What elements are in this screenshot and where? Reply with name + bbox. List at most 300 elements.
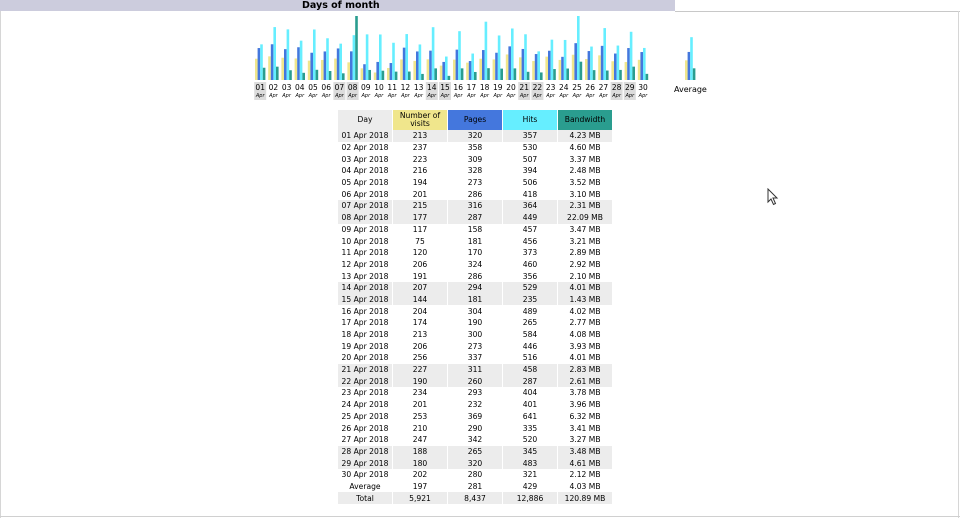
cell-visits: 120 bbox=[393, 247, 448, 259]
bar-pages bbox=[284, 49, 287, 80]
cell-bandwidth: 4.01 MB bbox=[558, 352, 613, 364]
total-cell-pages: 8,437 bbox=[448, 492, 503, 504]
average-label: Average bbox=[674, 85, 707, 94]
cell-bandwidth: 6.32 MB bbox=[558, 411, 613, 423]
cell-bandwidth: 3.52 MB bbox=[558, 177, 613, 189]
cell-bandwidth: 4.01 MB bbox=[558, 282, 613, 294]
bar-visits bbox=[532, 61, 535, 80]
cell-bandwidth: 2.10 MB bbox=[558, 270, 613, 282]
cell-visits: 144 bbox=[393, 294, 448, 306]
day-tick-label: 08 bbox=[347, 83, 358, 92]
bar-average-hits bbox=[690, 37, 693, 80]
cell-hits: 529 bbox=[503, 282, 558, 294]
cell-pages: 320 bbox=[448, 457, 503, 469]
cell-hits: 373 bbox=[503, 247, 558, 259]
cell-pages: 286 bbox=[448, 270, 503, 282]
cell-pages: 181 bbox=[448, 235, 503, 247]
cell-hits: 356 bbox=[503, 270, 558, 282]
cell-pages: 294 bbox=[448, 282, 503, 294]
day-tick-label: 24 bbox=[559, 83, 569, 92]
cell-visits: 247 bbox=[393, 434, 448, 446]
day-tick-label: 20 bbox=[506, 83, 516, 92]
cell-day: 10 Apr 2018 bbox=[338, 235, 393, 247]
bar-pages bbox=[324, 51, 327, 80]
cell-hits: 345 bbox=[503, 446, 558, 458]
bar-pages bbox=[258, 48, 261, 80]
bar-visits bbox=[479, 59, 482, 80]
bar-hits bbox=[524, 34, 527, 80]
table-row bbox=[338, 247, 613, 259]
bar-hits bbox=[366, 34, 369, 80]
cell-day: 28 Apr 2018 bbox=[338, 446, 393, 458]
cell-pages: 342 bbox=[448, 434, 503, 446]
bar-hits bbox=[260, 44, 263, 80]
bar-bandwidth bbox=[514, 68, 517, 80]
header-day: Day bbox=[338, 110, 393, 130]
cell-bandwidth: 4.02 MB bbox=[558, 305, 613, 317]
bar-visits bbox=[361, 68, 364, 80]
cell-visits: 180 bbox=[393, 457, 448, 469]
cell-day: 08 Apr 2018 bbox=[338, 212, 393, 224]
cell-bandwidth: 4.23 MB bbox=[558, 130, 613, 142]
cell-visits: 223 bbox=[393, 153, 448, 165]
cell-bandwidth: 3.27 MB bbox=[558, 434, 613, 446]
bar-pages bbox=[429, 51, 432, 80]
cell-hits: 404 bbox=[503, 387, 558, 399]
cell-hits: 446 bbox=[503, 340, 558, 352]
cell-hits: 483 bbox=[503, 457, 558, 469]
day-tick-label: 11 bbox=[387, 83, 397, 92]
month-tick-label: Apr bbox=[427, 93, 437, 99]
cell-hits: 401 bbox=[503, 399, 558, 411]
cell-hits: 394 bbox=[503, 165, 558, 177]
bar-hits bbox=[273, 27, 276, 80]
bar-visits bbox=[321, 60, 324, 80]
month-tick-label: Apr bbox=[599, 93, 608, 99]
cell-visits: 75 bbox=[393, 235, 448, 247]
bar-hits bbox=[485, 22, 488, 80]
bar-pages bbox=[508, 46, 511, 80]
bar-pages bbox=[522, 49, 525, 80]
bar-bandwidth bbox=[540, 72, 543, 80]
month-tick-label: Apr bbox=[414, 93, 423, 99]
bar-pages bbox=[495, 53, 498, 80]
cell-visits: 177 bbox=[393, 212, 448, 224]
day-tick-label: 25 bbox=[572, 83, 582, 92]
cell-hits: 335 bbox=[503, 422, 558, 434]
bar-pages bbox=[574, 43, 577, 80]
bar-pages bbox=[482, 50, 485, 80]
table-row bbox=[338, 212, 613, 224]
table-row bbox=[338, 259, 613, 271]
bar-visits bbox=[387, 68, 390, 80]
table-row bbox=[338, 340, 613, 352]
days-of-month-chart bbox=[250, 12, 720, 102]
cell-bandwidth: 3.47 MB bbox=[558, 224, 613, 236]
total-cell-hits: 12,886 bbox=[503, 492, 558, 504]
cell-bandwidth: 4.08 MB bbox=[558, 329, 613, 341]
header-visits bbox=[393, 110, 448, 130]
bar-bandwidth bbox=[566, 69, 569, 80]
bar-pages bbox=[442, 62, 445, 80]
bar-pages bbox=[640, 52, 643, 80]
cell-visits: 216 bbox=[393, 165, 448, 177]
bar-visits bbox=[374, 73, 377, 80]
cell-bandwidth: 3.96 MB bbox=[558, 399, 613, 411]
bar-bandwidth bbox=[382, 71, 385, 80]
bar-visits bbox=[268, 56, 271, 80]
cell-visits: 207 bbox=[393, 282, 448, 294]
total-cell-day: Total bbox=[338, 492, 393, 504]
cell-visits: 210 bbox=[393, 422, 448, 434]
bar-pages bbox=[601, 46, 604, 80]
bar-average-visits bbox=[685, 60, 688, 80]
section-title: Days of month bbox=[302, 0, 380, 11]
bar-bandwidth bbox=[606, 71, 609, 80]
bar-pages bbox=[588, 51, 591, 80]
day-tick-label: 15 bbox=[440, 83, 450, 92]
bar-visits bbox=[400, 59, 403, 80]
table-row bbox=[338, 434, 613, 446]
day-tick-label: 06 bbox=[321, 83, 331, 92]
bar-bandwidth bbox=[316, 70, 319, 80]
cell-bandwidth: 4.61 MB bbox=[558, 457, 613, 469]
bar-visits bbox=[506, 54, 509, 80]
day-tick-label: 05 bbox=[308, 83, 318, 92]
month-tick-label: Apr bbox=[453, 93, 463, 99]
bar-visits bbox=[440, 66, 443, 80]
average-cell-pages: 281 bbox=[448, 481, 503, 493]
cell-visits: 188 bbox=[393, 446, 448, 458]
cell-day: 13 Apr 2018 bbox=[338, 270, 393, 282]
month-tick-label: Apr bbox=[440, 93, 450, 99]
cell-bandwidth: 2.89 MB bbox=[558, 247, 613, 259]
bar-bandwidth bbox=[434, 68, 437, 80]
cell-day: 14 Apr 2018 bbox=[338, 282, 393, 294]
table-row bbox=[338, 294, 613, 306]
cell-day: 03 Apr 2018 bbox=[338, 153, 393, 165]
mouse-cursor-icon bbox=[767, 188, 779, 206]
day-tick-label: 28 bbox=[611, 83, 622, 92]
bar-hits bbox=[537, 51, 540, 80]
cell-day: 27 Apr 2018 bbox=[338, 434, 393, 446]
cell-pages: 320 bbox=[448, 130, 503, 142]
bar-pages bbox=[627, 48, 630, 80]
table-row bbox=[338, 235, 613, 247]
bar-visits bbox=[334, 59, 337, 80]
cell-bandwidth: 2.61 MB bbox=[558, 375, 613, 387]
bar-hits bbox=[498, 35, 501, 80]
month-tick-label: Apr bbox=[480, 93, 489, 99]
cell-hits: 357 bbox=[503, 130, 558, 142]
cell-visits: 117 bbox=[393, 224, 448, 236]
day-tick-label: 13 bbox=[413, 83, 424, 92]
cell-pages: 304 bbox=[448, 305, 503, 317]
table-row bbox=[338, 411, 613, 423]
bar-visits bbox=[559, 60, 562, 80]
cell-bandwidth: 2.83 MB bbox=[558, 364, 613, 376]
bar-hits bbox=[432, 27, 435, 80]
bar-pages bbox=[548, 51, 551, 80]
cell-day: 21 Apr 2018 bbox=[338, 364, 393, 376]
cell-hits: 489 bbox=[503, 305, 558, 317]
cell-bandwidth: 3.37 MB bbox=[558, 153, 613, 165]
table-row bbox=[338, 142, 613, 154]
month-tick-label: Apr bbox=[467, 93, 476, 99]
bar-pages bbox=[614, 54, 617, 80]
bar-hits bbox=[405, 34, 408, 80]
cell-bandwidth: 22.09 MB bbox=[558, 212, 613, 224]
header-hits: Hits bbox=[503, 110, 558, 130]
cell-pages: 311 bbox=[448, 364, 503, 376]
cell-visits: 234 bbox=[393, 387, 448, 399]
cell-visits: 227 bbox=[393, 364, 448, 376]
cell-hits: 507 bbox=[503, 153, 558, 165]
cell-hits: 265 bbox=[503, 317, 558, 329]
cell-pages: 190 bbox=[448, 317, 503, 329]
bar-visits bbox=[598, 55, 601, 80]
month-tick-label: Apr bbox=[335, 93, 344, 99]
bar-hits bbox=[471, 54, 474, 80]
cell-bandwidth: 2.77 MB bbox=[558, 317, 613, 329]
cell-pages: 280 bbox=[448, 469, 503, 481]
bar-pages bbox=[337, 48, 340, 80]
cell-bandwidth: 2.31 MB bbox=[558, 200, 613, 212]
bar-pages bbox=[469, 61, 472, 80]
cell-pages: 316 bbox=[448, 200, 503, 212]
bar-pages bbox=[376, 62, 379, 80]
bar-hits bbox=[511, 28, 514, 80]
month-tick-label: Apr bbox=[519, 93, 529, 99]
bar-bandwidth bbox=[527, 72, 530, 80]
table-row bbox=[338, 352, 613, 364]
month-tick-label: Apr bbox=[255, 93, 265, 99]
cell-bandwidth: 3.48 MB bbox=[558, 446, 613, 458]
cell-day: 17 Apr 2018 bbox=[338, 317, 393, 329]
cell-day: 18 Apr 2018 bbox=[338, 329, 393, 341]
cell-day: 06 Apr 2018 bbox=[338, 188, 393, 200]
day-tick-label: 21 bbox=[519, 83, 529, 92]
cell-pages: 260 bbox=[448, 375, 503, 387]
bar-hits bbox=[630, 32, 633, 80]
cell-visits: 206 bbox=[393, 340, 448, 352]
month-tick-label: Apr bbox=[625, 93, 635, 99]
cell-visits: 256 bbox=[393, 352, 448, 364]
cell-day: 30 Apr 2018 bbox=[338, 469, 393, 481]
table-row bbox=[338, 282, 613, 294]
table-row bbox=[338, 457, 613, 469]
month-tick-label: Apr bbox=[374, 93, 384, 99]
table-row bbox=[338, 399, 613, 411]
bar-pages bbox=[561, 57, 564, 80]
bar-bandwidth bbox=[619, 70, 622, 80]
bar-pages bbox=[310, 53, 313, 80]
cell-pages: 265 bbox=[448, 446, 503, 458]
cell-hits: 520 bbox=[503, 434, 558, 446]
bar-pages bbox=[363, 64, 366, 80]
bar-visits bbox=[453, 60, 456, 80]
day-tick-label: 18 bbox=[479, 83, 490, 92]
cell-hits: 584 bbox=[503, 329, 558, 341]
bar-bandwidth bbox=[632, 67, 635, 80]
cell-pages: 290 bbox=[448, 422, 503, 434]
cell-day: 12 Apr 2018 bbox=[338, 259, 393, 271]
month-tick-label: Apr bbox=[308, 93, 318, 99]
bar-hits bbox=[313, 29, 316, 80]
table-row bbox=[338, 446, 613, 458]
bar-visits bbox=[519, 57, 522, 80]
header-pages: Pages bbox=[448, 110, 503, 130]
header-bandwidth: Bandwidth bbox=[558, 110, 613, 130]
cell-pages: 181 bbox=[448, 294, 503, 306]
cell-visits: 237 bbox=[393, 142, 448, 154]
bar-visits bbox=[493, 59, 496, 80]
header-visits-line2: visits bbox=[410, 119, 430, 128]
bar-bandwidth bbox=[593, 70, 596, 80]
table-total-row bbox=[338, 492, 613, 504]
cell-hits: 530 bbox=[503, 142, 558, 154]
cell-day: 02 Apr 2018 bbox=[338, 142, 393, 154]
average-cell-bandwidth: 4.03 MB bbox=[558, 481, 613, 493]
bar-pages bbox=[390, 63, 393, 80]
days-table bbox=[338, 110, 613, 504]
day-tick-label: 07 bbox=[334, 83, 345, 92]
cell-pages: 273 bbox=[448, 177, 503, 189]
table-row bbox=[338, 387, 613, 399]
bar-hits bbox=[643, 48, 646, 80]
bar-pages bbox=[297, 47, 300, 80]
table-row bbox=[338, 224, 613, 236]
cell-visits: 206 bbox=[393, 259, 448, 271]
bar-pages bbox=[456, 50, 459, 80]
average-cell-hits: 429 bbox=[503, 481, 558, 493]
cell-visits: 213 bbox=[393, 329, 448, 341]
month-tick-label: Apr bbox=[638, 93, 648, 99]
cell-visits: 213 bbox=[393, 130, 448, 142]
table-row bbox=[338, 329, 613, 341]
bar-visits bbox=[638, 60, 641, 80]
table-row bbox=[338, 153, 613, 165]
cell-pages: 273 bbox=[448, 340, 503, 352]
bar-visits bbox=[466, 63, 469, 80]
table-row bbox=[338, 422, 613, 434]
divider bbox=[0, 516, 960, 517]
bar-pages bbox=[350, 51, 353, 80]
table-row bbox=[338, 317, 613, 329]
cell-hits: 506 bbox=[503, 177, 558, 189]
day-tick-label: 16 bbox=[453, 83, 463, 92]
cell-visits: 174 bbox=[393, 317, 448, 329]
cell-bandwidth: 4.60 MB bbox=[558, 142, 613, 154]
bar-bandwidth bbox=[646, 74, 649, 80]
cell-hits: 457 bbox=[503, 224, 558, 236]
table-row bbox=[338, 200, 613, 212]
bar-visits bbox=[347, 62, 350, 80]
bar-bandwidth bbox=[500, 69, 503, 80]
bar-bandwidth bbox=[276, 67, 279, 80]
bar-hits bbox=[392, 43, 395, 80]
cell-day: 22 Apr 2018 bbox=[338, 375, 393, 387]
cell-day: 09 Apr 2018 bbox=[338, 224, 393, 236]
bar-visits bbox=[427, 59, 430, 80]
bar-visits bbox=[308, 61, 311, 80]
cell-visits: 204 bbox=[393, 305, 448, 317]
bar-hits bbox=[419, 44, 422, 80]
cell-pages: 309 bbox=[448, 153, 503, 165]
day-tick-label: 14 bbox=[427, 83, 437, 92]
bar-bandwidth bbox=[408, 72, 411, 80]
cell-day: 04 Apr 2018 bbox=[338, 165, 393, 177]
table-row bbox=[338, 469, 613, 481]
cell-hits: 235 bbox=[503, 294, 558, 306]
day-tick-label: 19 bbox=[493, 83, 503, 92]
bar-bandwidth bbox=[580, 62, 583, 80]
day-tick-label: 01 bbox=[255, 83, 265, 92]
cell-day: 20 Apr 2018 bbox=[338, 352, 393, 364]
section-title-bar bbox=[0, 0, 675, 11]
cell-visits: 194 bbox=[393, 177, 448, 189]
cell-bandwidth: 3.78 MB bbox=[558, 387, 613, 399]
table-header-row bbox=[338, 110, 613, 130]
day-tick-label: 12 bbox=[400, 83, 411, 92]
cell-visits: 191 bbox=[393, 270, 448, 282]
month-tick-label: Apr bbox=[387, 93, 397, 99]
cell-bandwidth: 3.10 MB bbox=[558, 188, 613, 200]
cell-bandwidth: 2.48 MB bbox=[558, 165, 613, 177]
bar-hits bbox=[445, 57, 448, 80]
month-tick-label: Apr bbox=[348, 93, 357, 99]
month-tick-label: Apr bbox=[493, 93, 503, 99]
bar-visits bbox=[585, 59, 588, 80]
cell-hits: 364 bbox=[503, 200, 558, 212]
bar-bandwidth bbox=[395, 72, 398, 80]
cell-day: 23 Apr 2018 bbox=[338, 387, 393, 399]
bar-average-pages bbox=[688, 52, 691, 80]
month-tick-label: Apr bbox=[546, 93, 555, 99]
bar-bandwidth bbox=[461, 68, 464, 80]
month-tick-label: Apr bbox=[282, 93, 291, 99]
bar-bandwidth bbox=[289, 70, 292, 80]
day-tick-label: 09 bbox=[361, 83, 371, 92]
bar-average-bandwidth bbox=[693, 68, 696, 80]
cell-pages: 293 bbox=[448, 387, 503, 399]
bar-hits bbox=[564, 40, 567, 80]
cell-bandwidth: 1.43 MB bbox=[558, 294, 613, 306]
month-tick-label: Apr bbox=[506, 93, 516, 99]
bar-bandwidth bbox=[448, 76, 451, 80]
month-tick-label: Apr bbox=[585, 93, 595, 99]
month-tick-label: Apr bbox=[533, 93, 542, 99]
cell-day: 15 Apr 2018 bbox=[338, 294, 393, 306]
day-tick-label: 27 bbox=[598, 83, 609, 92]
average-cell-day: Average bbox=[338, 481, 393, 493]
cell-pages: 358 bbox=[448, 142, 503, 154]
day-tick-label: 04 bbox=[295, 83, 305, 92]
bar-visits bbox=[545, 57, 548, 80]
table-row bbox=[338, 364, 613, 376]
cell-day: 01 Apr 2018 bbox=[338, 130, 393, 142]
cell-pages: 324 bbox=[448, 259, 503, 271]
month-tick-label: Apr bbox=[269, 93, 278, 99]
cell-pages: 337 bbox=[448, 352, 503, 364]
bar-hits bbox=[590, 47, 593, 80]
day-tick-label: 30 bbox=[638, 83, 648, 92]
cell-day: 07 Apr 2018 bbox=[338, 200, 393, 212]
bar-hits bbox=[551, 40, 554, 80]
cell-bandwidth: 3.41 MB bbox=[558, 422, 613, 434]
month-tick-label: Apr bbox=[612, 93, 621, 99]
day-tick-label: 23 bbox=[545, 83, 556, 92]
